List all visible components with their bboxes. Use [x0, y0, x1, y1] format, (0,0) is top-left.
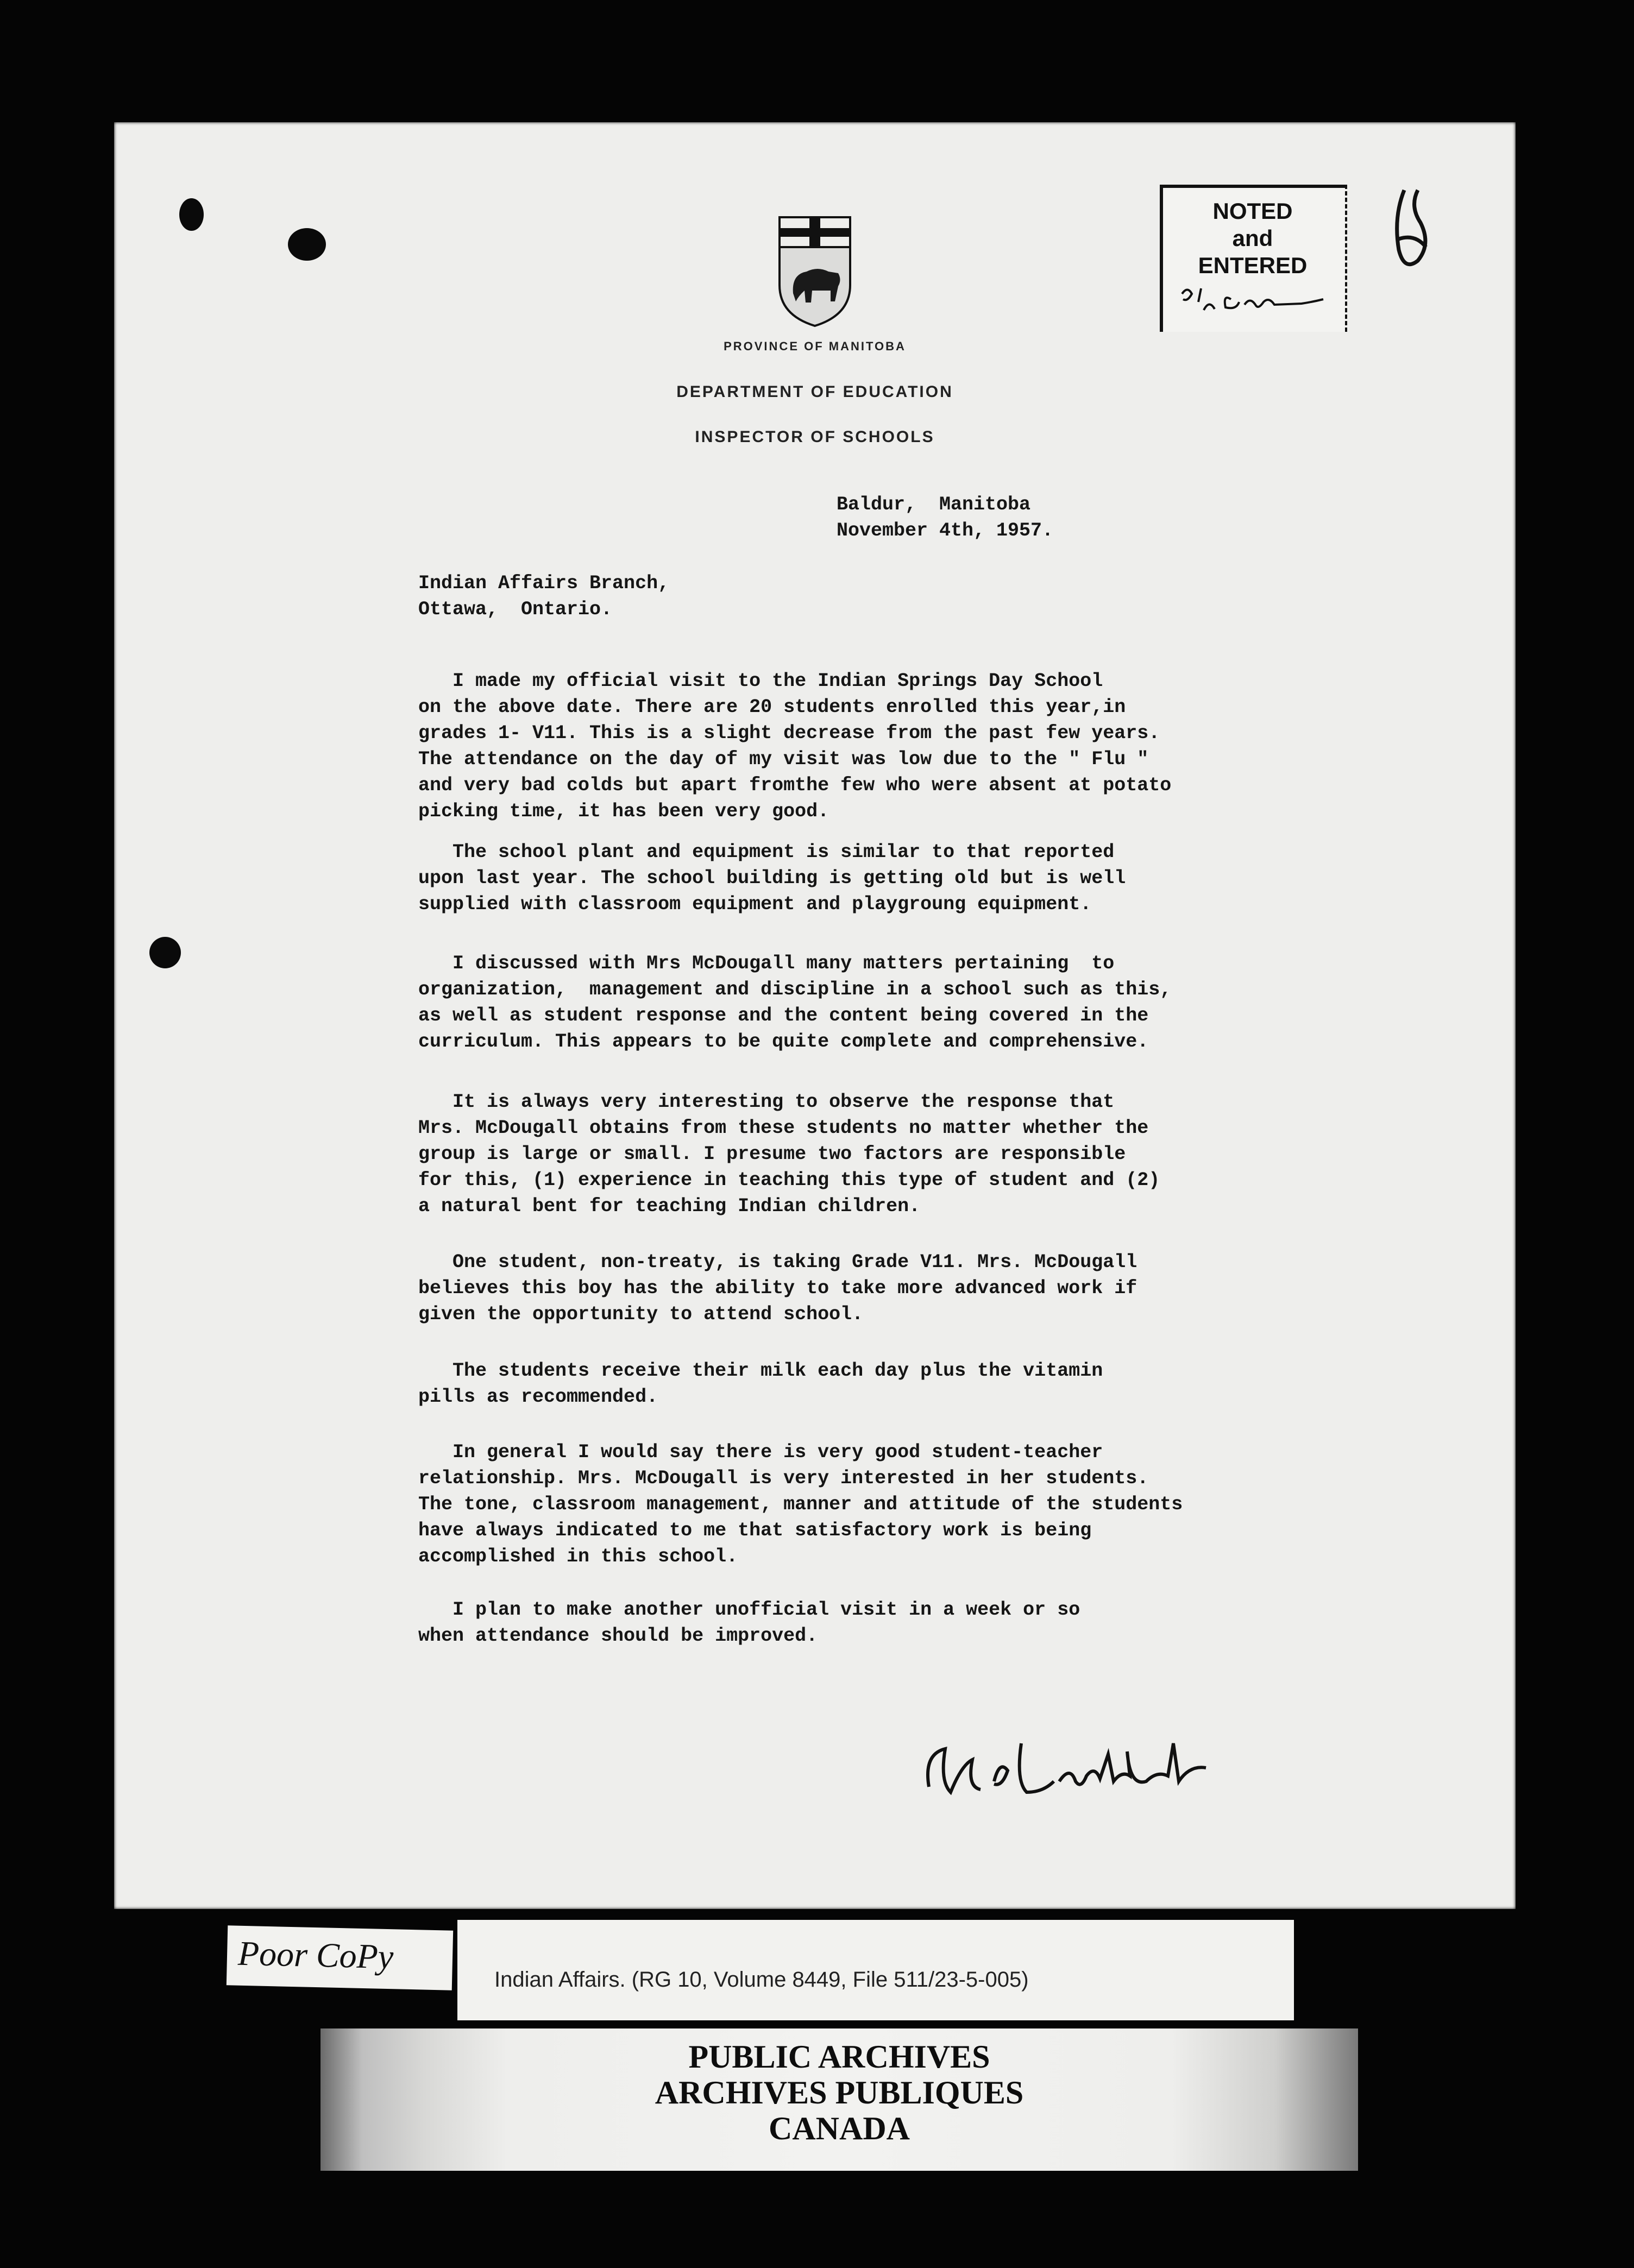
text-line: I plan to make another unofficial visit in a week or so: [418, 1599, 1080, 1621]
text-line: It is always very interesting to observe the response that: [418, 1091, 1115, 1113]
ink-blot: [179, 198, 204, 231]
text-line: The students receive their milk each day plus the vitamin: [418, 1360, 1103, 1382]
letter-paragraph: [418, 839, 1126, 917]
archive-reference-text: Indian Affairs. (RG 10, Volume 8449, File 511/23-5-005): [494, 1968, 1029, 1992]
poor-copy-text: Poor CoPy: [237, 1933, 394, 1976]
text-line: curriculum. This appears to be quite complete and comprehensive.: [418, 1031, 1149, 1053]
archives-line-1: PUBLIC ARCHIVES: [688, 2039, 990, 2075]
text-line: picking time, it has been very good.: [418, 801, 829, 822]
text-line: I discussed with Mrs McDougall many matters pertaining to: [418, 953, 1115, 974]
stamp-handwritten-initials: [1171, 278, 1334, 321]
text-line: Mrs. McDougall obtains from these students no matter whether the: [418, 1117, 1149, 1139]
text-line: for this, (1) experience in teaching this type of student and (2): [418, 1169, 1160, 1191]
text-line: when attendance should be improved.: [418, 1625, 818, 1647]
letter-paragraph: [418, 1249, 1137, 1327]
text-line: organization, management and discipline in a school such as this,: [418, 979, 1172, 1000]
text-line: given the opportunity to attend school.: [418, 1303, 864, 1325]
text-line: as well as student response and the content being covered in the: [418, 1005, 1149, 1026]
text-line: upon last year. The school building is getting old but is well: [418, 867, 1126, 889]
text-line: In general I would say there is very good student-teacher: [418, 1441, 1103, 1463]
recipient-line: Indian Affairs Branch,: [418, 572, 670, 594]
text-line: group is large or small. I presume two factors are responsible: [418, 1143, 1126, 1165]
letter-paragraph: [418, 1597, 1080, 1649]
text-line: pills as recommended.: [418, 1386, 658, 1408]
handwritten-mark: [1388, 185, 1437, 277]
letter-page: [114, 122, 1516, 1909]
text-line: a natural bent for teaching Indian children.: [418, 1195, 921, 1217]
text-line: The attendance on the day of my visit was low due to the " Flu ": [418, 748, 1149, 770]
text-line: One student, non-treaty, is taking Grade V11. Mrs. McDougall: [418, 1251, 1137, 1273]
manitoba-crest-icon: [774, 215, 856, 329]
archives-banner: [320, 2028, 1358, 2171]
letter-paragraph: [418, 1358, 1103, 1410]
stamp-line-2: and: [1232, 225, 1273, 251]
office-heading: INSPECTOR OF SCHOOLS: [695, 428, 935, 446]
text-line: on the above date. There are 20 students enrolled this year,in: [418, 696, 1126, 718]
archives-line-3: CANADA: [769, 2110, 910, 2146]
stamp-line-1: NOTED: [1212, 198, 1293, 224]
text-line: believes this boy has the ability to take more advanced work if: [418, 1277, 1137, 1299]
noted-entered-stamp: [1160, 185, 1347, 332]
punch-hole: [149, 937, 181, 968]
ink-blot: [288, 228, 326, 261]
letter-paragraph: [418, 950, 1171, 1055]
text-line: have always indicated to me that satisfactory work is being: [418, 1520, 1092, 1541]
text-line: grades 1- V11. This is a slight decrease from the past few years.: [418, 722, 1160, 744]
stamp-line-3: ENTERED: [1198, 253, 1308, 278]
place-and-date: [837, 492, 1053, 544]
department-heading: DEPARTMENT OF EDUCATION: [676, 383, 953, 401]
text-line: accomplished in this school.: [418, 1546, 738, 1567]
archives-line-2: ARCHIVES PUBLIQUES: [655, 2075, 1024, 2110]
recipient-address: [418, 570, 669, 622]
letter-paragraph: [418, 1089, 1160, 1219]
letter-paragraph: [418, 668, 1171, 824]
handwritten-signature: [913, 1722, 1217, 1819]
recipient-line: Ottawa, Ontario.: [418, 598, 613, 620]
text-line: I made my official visit to the Indian Springs Day School: [418, 670, 1103, 692]
province-heading: PROVINCE OF MANITOBA: [724, 339, 906, 353]
text-line: relationship. Mrs. McDougall is very interested in her students.: [418, 1467, 1149, 1489]
letter-place: Baldur, Manitoba: [837, 494, 1031, 515]
text-line: supplied with classroom equipment and playgroung equipment.: [418, 893, 1092, 915]
archive-reference-label: [457, 1920, 1294, 2020]
letter-paragraph: [418, 1439, 1183, 1570]
poor-copy-label: [227, 1925, 453, 1990]
text-line: The school plant and equipment is similar to that reported: [418, 841, 1115, 863]
text-line: The tone, classroom management, manner and attitude of the students: [418, 1494, 1183, 1515]
letter-date: November 4th, 1957.: [837, 520, 1054, 541]
text-line: and very bad colds but apart fromthe few who were absent at potato: [418, 774, 1172, 796]
